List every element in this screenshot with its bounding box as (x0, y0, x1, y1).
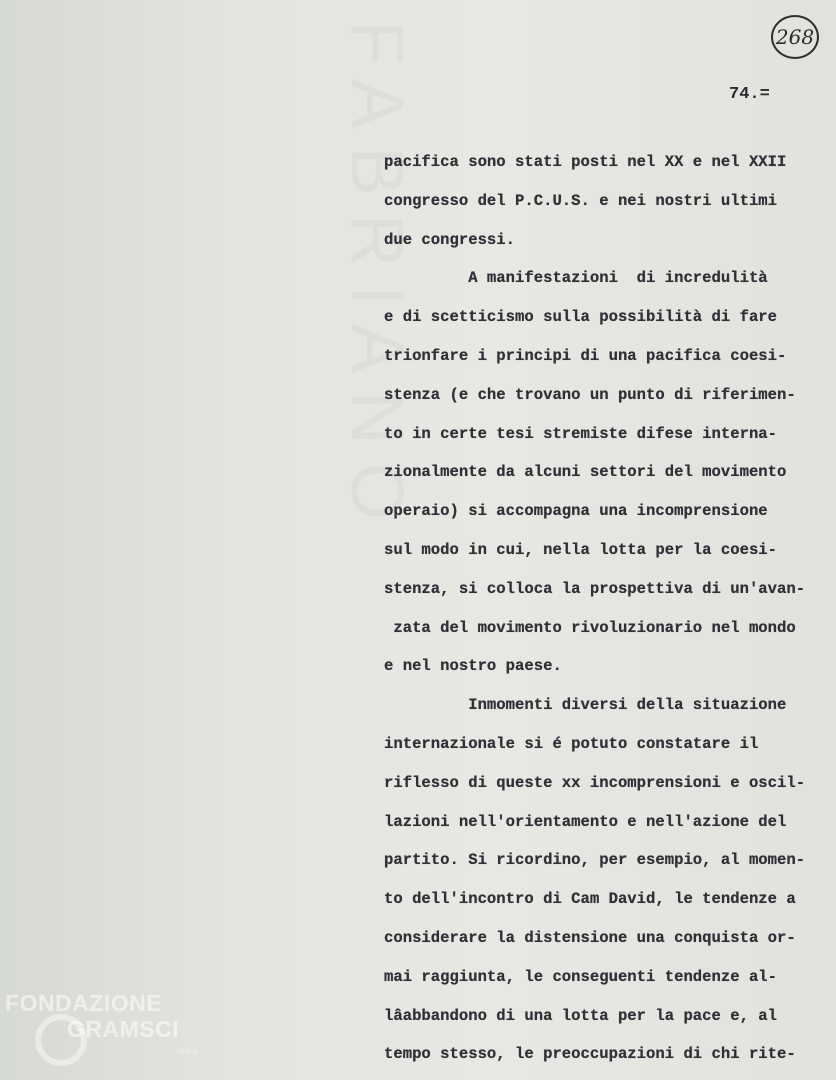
text-line: e nel nostro paese. (384, 657, 562, 676)
text-line: zionalmente da alcuni settori del movimento (384, 463, 787, 482)
text-line: to in certe tesi stremiste difese interna- (384, 424, 778, 443)
text-line: due congressi. (384, 230, 516, 249)
text-line: pacifica sono stati posti nel XX e nel XXII (384, 153, 787, 171)
text-line: A manifestazioni di incredulità (384, 269, 768, 288)
text-line: lazioni nell'orientamento e nell'azione del (384, 812, 787, 831)
text-line: riflesso di queste xx incomprensioni e oscil- (384, 773, 806, 792)
archive-number: 268 (775, 25, 815, 49)
fondazione-gramsci-logo (5, 990, 215, 1075)
text-line: sul modo in cui, nella lotta per la coesi- (384, 540, 778, 559)
text-line: trionfare i principi di una pacifica coesi- (384, 346, 787, 365)
text-line: lâabbandono di una lotta per la pace e, al (384, 1006, 778, 1025)
text-line: mai raggiunta, le conseguenti tendenze al- (384, 967, 778, 986)
logo-suffix: onlus (177, 1046, 199, 1056)
logo-line1: FONDAZIONE (5, 990, 163, 1016)
text-line: operaio) si accompagna una incomprensione (384, 502, 768, 521)
text-line: stenza (e che trovano un punto di riferimen- (384, 385, 796, 404)
text-line: considerare la distensione una conquista or- (384, 928, 796, 947)
text-line: zata del movimento rivoluzionario nel mondo (384, 618, 796, 637)
text-line: congresso del P.C.U.S. e nei nostri ultimi (384, 191, 778, 210)
text-line: partito. Si ricordino, per esempio, al momen- (384, 851, 806, 870)
paper-watermark: FABRIANO (336, 20, 419, 539)
page-number: 74.= (729, 85, 770, 104)
text-line: e di scetticismo sulla possibilità di fare (384, 308, 778, 327)
text-line: internazionale si é potuto constatare il (384, 734, 759, 753)
text-line: Inmomenti diversi della situazione (384, 696, 787, 715)
text-line: tempo stesso, le preoccupazioni di chi rite- (384, 1045, 796, 1064)
typewritten-text (384, 143, 830, 1074)
text-line: to dell'incontro di Cam David, le tendenze a (384, 890, 796, 909)
text-line: stenza, si colloca la prospettiva di un'avan- (384, 579, 806, 598)
archive-number-stamp (771, 15, 819, 59)
logo-line2: GRAMSCI (67, 1016, 180, 1042)
